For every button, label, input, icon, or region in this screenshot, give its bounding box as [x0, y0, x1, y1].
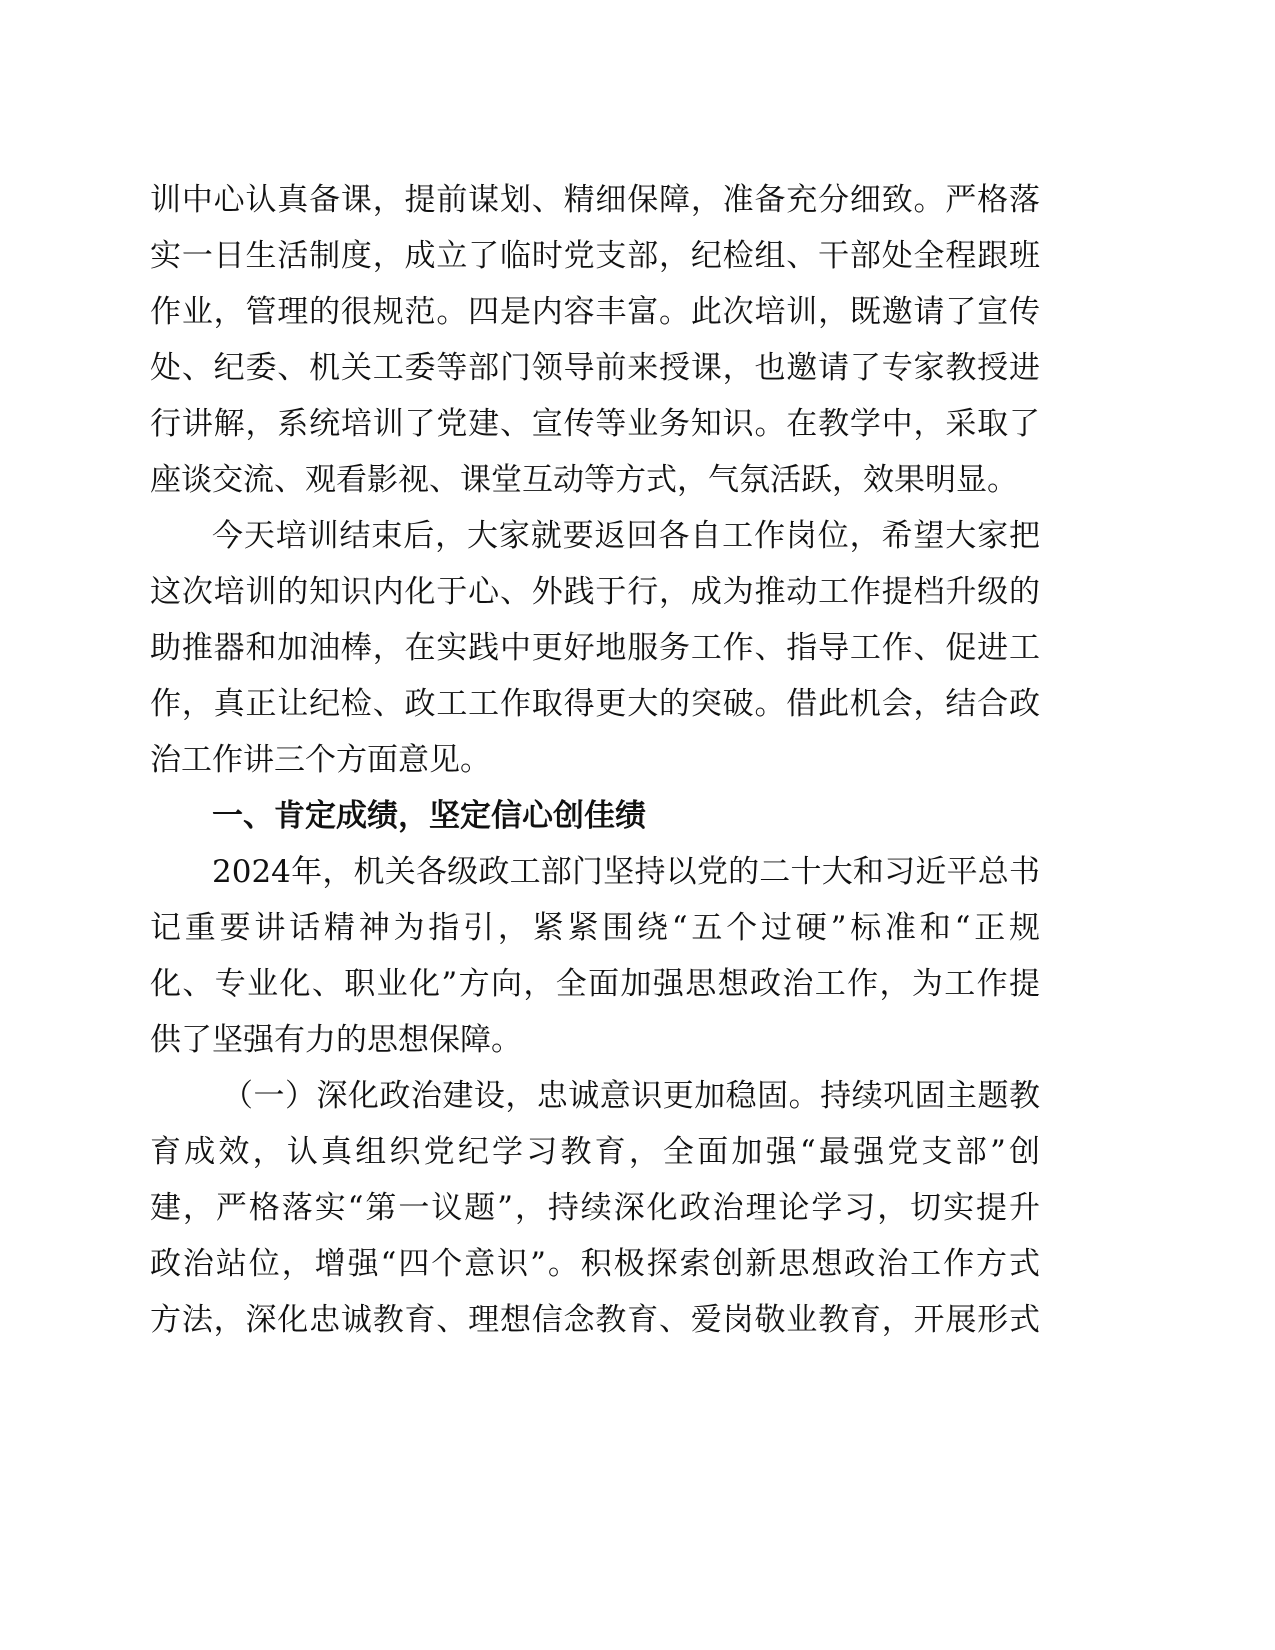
paragraph-line: 政治站位，增强“四个意识”。积极探索创新思想政治工作方式	[150, 1246, 1040, 1282]
paragraph-line: 今天培训结束后，大家就要返回各自工作岗位，希望大家把	[212, 518, 1040, 554]
paragraph-line: 育成效，认真组织党纪学习教育，全面加强“最强党支部”创	[150, 1134, 1040, 1170]
document-body	[150, 172, 1040, 1348]
paragraph-line: 方法，深化忠诚教育、理想信念教育、爱岗敬业教育，开展形式	[150, 1302, 1040, 1338]
section-heading: 一、肯定成绩，坚定信心创佳绩	[212, 798, 646, 834]
paragraph-line: 2024年，机关各级政工部门坚持以党的二十大和习近平总书	[212, 854, 1040, 890]
paragraph-line: 供了坚强有力的思想保障。	[150, 1022, 522, 1058]
paragraph-line: 作，真正让纪检、政工工作取得更大的突破。借此机会，结合政	[150, 686, 1040, 722]
paragraph-line: 训中心认真备课，提前谋划、精细保障，准备充分细致。严格落	[150, 182, 1040, 218]
paragraph-line: 建，严格落实“第一议题”，持续深化政治理论学习，切实提升	[150, 1190, 1040, 1226]
paragraph-line: 这次培训的知识内化于心、外践于行，成为推动工作提档升级的	[150, 574, 1040, 610]
paragraph-line: 治工作讲三个方面意见。	[150, 742, 491, 778]
paragraph-line: （一）深化政治建设，忠诚意识更加稳固。持续巩固主题教	[222, 1078, 1040, 1114]
paragraph-line: 化、专业化、职业化”方向，全面加强思想政治工作，为工作提	[150, 966, 1040, 1002]
paragraph-line: 助推器和加油棒，在实践中更好地服务工作、指导工作、促进工	[150, 630, 1040, 666]
paragraph-line: 处、纪委、机关工委等部门领导前来授课，也邀请了专家教授进	[150, 350, 1040, 386]
paragraph-line: 实一日生活制度，成立了临时党支部，纪检组、干部处全程跟班	[150, 238, 1040, 274]
paragraph-line: 行讲解，系统培训了党建、宣传等业务知识。在教学中，采取了	[150, 406, 1040, 442]
paragraph-line: 记重要讲话精神为指引，紧紧围绕“五个过硬”标准和“正规	[150, 910, 1040, 946]
paragraph-line: 作业，管理的很规范。四是内容丰富。此次培训，既邀请了宣传	[150, 294, 1040, 330]
paragraph-line: 座谈交流、观看影视、课堂互动等方式，气氛活跃，效果明显。	[150, 462, 1018, 498]
